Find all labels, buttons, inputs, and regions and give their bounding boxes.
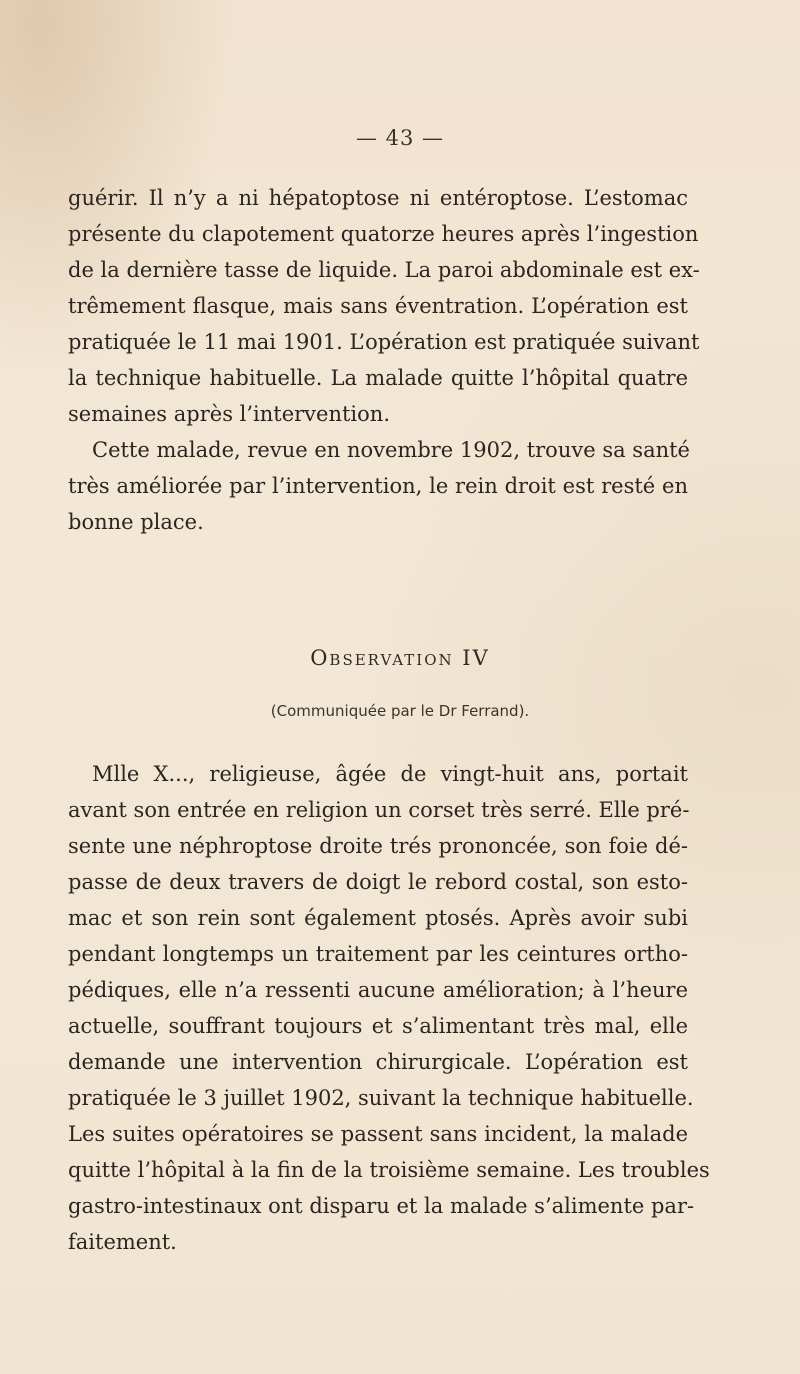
text-line: avant son entrée en religion un corset très serré. Elle pré- — [68, 798, 690, 822]
text-line: très améliorée par l’intervention, le rein droit est resté en — [68, 474, 688, 498]
text-line: passe de deux travers de doigt le rebord costal, son esto- — [68, 870, 688, 894]
paragraph-1 — [68, 180, 700, 432]
paragraph-2 — [68, 432, 688, 540]
text-line: pédiques, elle n’a ressenti aucune amélioration; à l’heure — [68, 978, 688, 1002]
text-line: guérir. Il n’y a ni hépatoptose ni entéroptose. L’estomac — [68, 186, 688, 210]
text-line: trêmement flasque, mais sans éventration. L’opération est — [68, 294, 688, 318]
text-line: présente du clapotement quatorze heures après l’ingestion — [68, 222, 699, 246]
section-heading: Observation IV — [310, 646, 490, 670]
text-line: gastro-intestinaux ont disparu et la malade s’alimente par- — [68, 1194, 695, 1218]
paragraph-3 — [68, 756, 710, 1260]
page-number: — 43 — — [355, 126, 445, 150]
text-line: bonne place. — [68, 510, 204, 534]
section-subheading: (Communiquée par le Dr Ferrand). — [270, 702, 530, 720]
text-line: Les suites opératoires se passent sans incident, la malade — [68, 1122, 688, 1146]
text-line: Mlle X..., religieuse, âgée de vingt-huit ans, portait — [92, 762, 688, 786]
text-line: Cette malade, revue en novembre 1902, trouve sa santé — [92, 438, 690, 462]
text-line: mac et son rein sont également ptosés. Après avoir subi — [68, 906, 688, 930]
text-line: faitement. — [68, 1230, 177, 1254]
text-line: pratiquée le 11 mai 1901. L’opération est pratiquée suivant — [68, 330, 700, 354]
text-line: actuelle, souffrant toujours et s’alimentant très mal, elle — [68, 1014, 688, 1038]
text-line: sente une néphroptose droite trés prononcée, son foie dé- — [68, 834, 688, 858]
text-line: semaines après l’intervention. — [68, 402, 390, 426]
text-line: pendant longtemps un traitement par les ceintures ortho- — [68, 942, 688, 966]
text-line: quitte l’hôpital à la fin de la troisième semaine. Les troubles — [68, 1158, 710, 1182]
text-line: la technique habituelle. La malade quitte l’hôpital quatre — [68, 366, 688, 390]
text-line: demande une intervention chirurgicale. L’opération est — [68, 1050, 688, 1074]
text-line: pratiquée le 3 juillet 1902, suivant la technique habituelle. — [68, 1086, 694, 1110]
text-line: de la dernière tasse de liquide. La paroi abdominale est ex- — [68, 258, 700, 282]
